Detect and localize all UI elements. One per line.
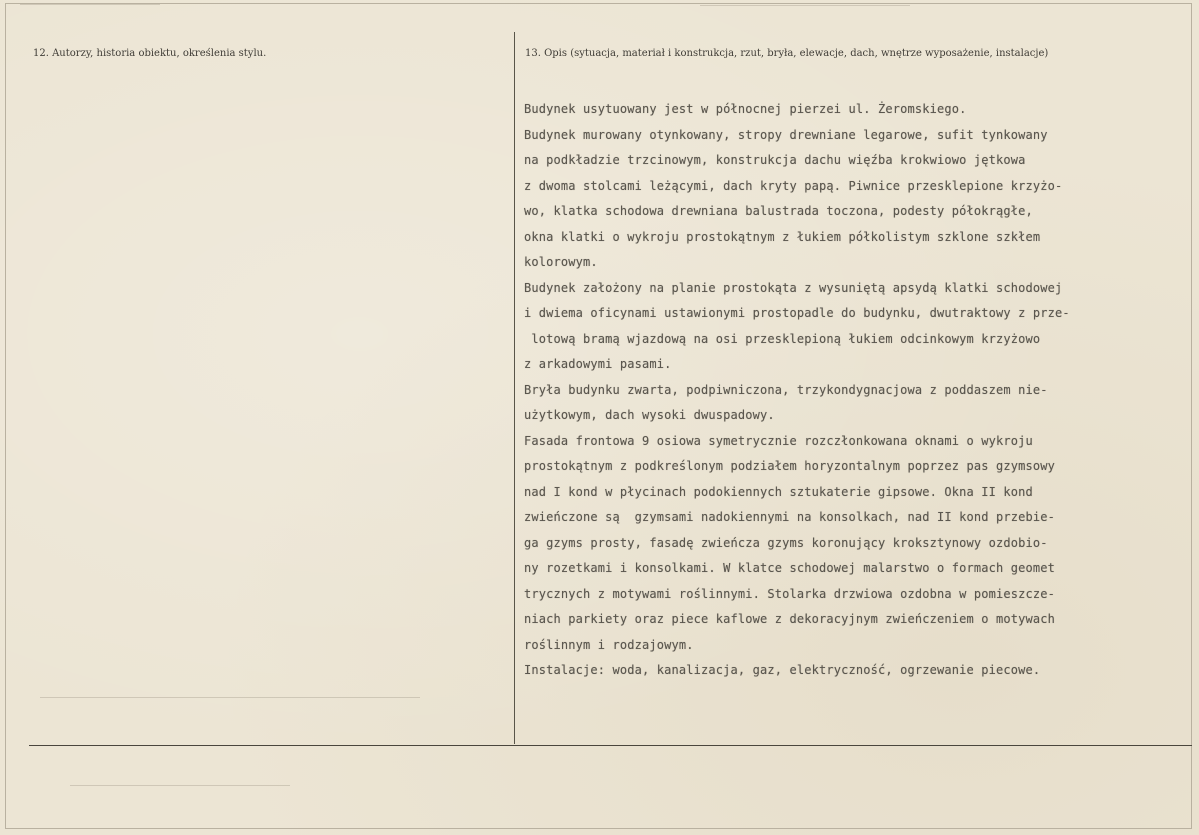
typed-line: wo, klatka schodowa drewniana balustrada toczona, podesty półokrągłe,	[524, 204, 1033, 218]
typed-line: Instalacje: woda, kanalizacja, gaz, elektryczność, ogrzewanie piecowe.	[524, 663, 1041, 677]
typed-line: Budynek założony na planie prostokąta z wysuniętą apsydą klatki schodowej	[524, 280, 1063, 295]
typed-line: zwieńczone są gzymsami nadokiennymi na konsolkach, nad II kond przebie-	[524, 510, 1055, 524]
typed-line: z arkadowymi pasami.	[524, 357, 672, 371]
faint-mark	[70, 785, 290, 786]
typed-line: Fasada frontowa 9 osiowa symetrycznie rozczłonkowana oknami o wykroju	[524, 433, 1033, 448]
faint-mark	[20, 4, 160, 5]
typed-line: prostokątnym z podkreślonym podziałem horyzontalnym poprzez pas gzymsowy	[524, 459, 1055, 473]
field-12-heading: 12. Autorzy, historia obiektu, określenia stylu.	[33, 48, 267, 59]
typed-line: ga gzyms prosty, fasadę zwieńcza gzyms koronujący kroksztynowy ozdobio-	[524, 535, 1048, 550]
typed-line: z dwoma stolcami leżącymi, dach kryty papą. Piwnice przesklepione krzyżo-	[524, 178, 1063, 193]
field-13-heading: 13. Opis (sytuacja, materiał i konstrukcja, rzut, bryła, elewacje, dach, wnętrze wyposażenie, instalacje)	[525, 48, 1049, 59]
bottom-divider	[29, 745, 1192, 746]
typed-line: trycznych z motywami roślinnymi. Stolarka drzwiowa ozdobna w pomieszcze-	[524, 586, 1055, 601]
column-divider	[514, 32, 515, 744]
typed-line: nad I kond w płycinach podokiennych sztukaterie gipsowe. Okna II kond	[524, 484, 1033, 499]
description-typed-text	[524, 97, 1184, 684]
typed-line: na podkładzie trzcinowym, konstrukcja dachu więźba krokwiowo jętkowa	[524, 153, 1026, 167]
typed-line: i dwiema oficynami ustawionymi prostopadle do budynku, dwutraktowy z prze-	[524, 306, 1070, 320]
typed-line: niach parkiety oraz piece kaflowe z dekoracyjnym zwieńczeniem o motywach	[524, 612, 1055, 626]
faint-mark	[700, 5, 910, 6]
typed-line: Budynek usytuowany jest w północnej pierzei ul. Żeromskiego.	[524, 102, 967, 116]
typed-line: okna klatki o wykroju prostokątnym z łukiem półkolistym szklone szkłem	[524, 229, 1041, 244]
typed-line: lotową bramą wjazdową na osi przesklepioną łukiem odcinkowym krzyżowo	[524, 331, 1041, 346]
typed-line: ny rozetkami i konsolkami. W klatce schodowej malarstwo o formach geomet	[524, 561, 1055, 575]
typed-line: Budynek murowany otynkowany, stropy drewniane legarowe, sufit tynkowany	[524, 127, 1048, 142]
typed-line: kolorowym.	[524, 255, 598, 269]
typed-line: użytkowym, dach wysoki dwuspadowy.	[524, 408, 775, 422]
typed-line: roślinnym i rodzajowym.	[524, 637, 694, 652]
faint-mark	[40, 697, 420, 698]
typed-line: Bryła budynku zwarta, podpiwniczona, trzykondygnacjowa z poddaszem nie-	[524, 382, 1048, 397]
